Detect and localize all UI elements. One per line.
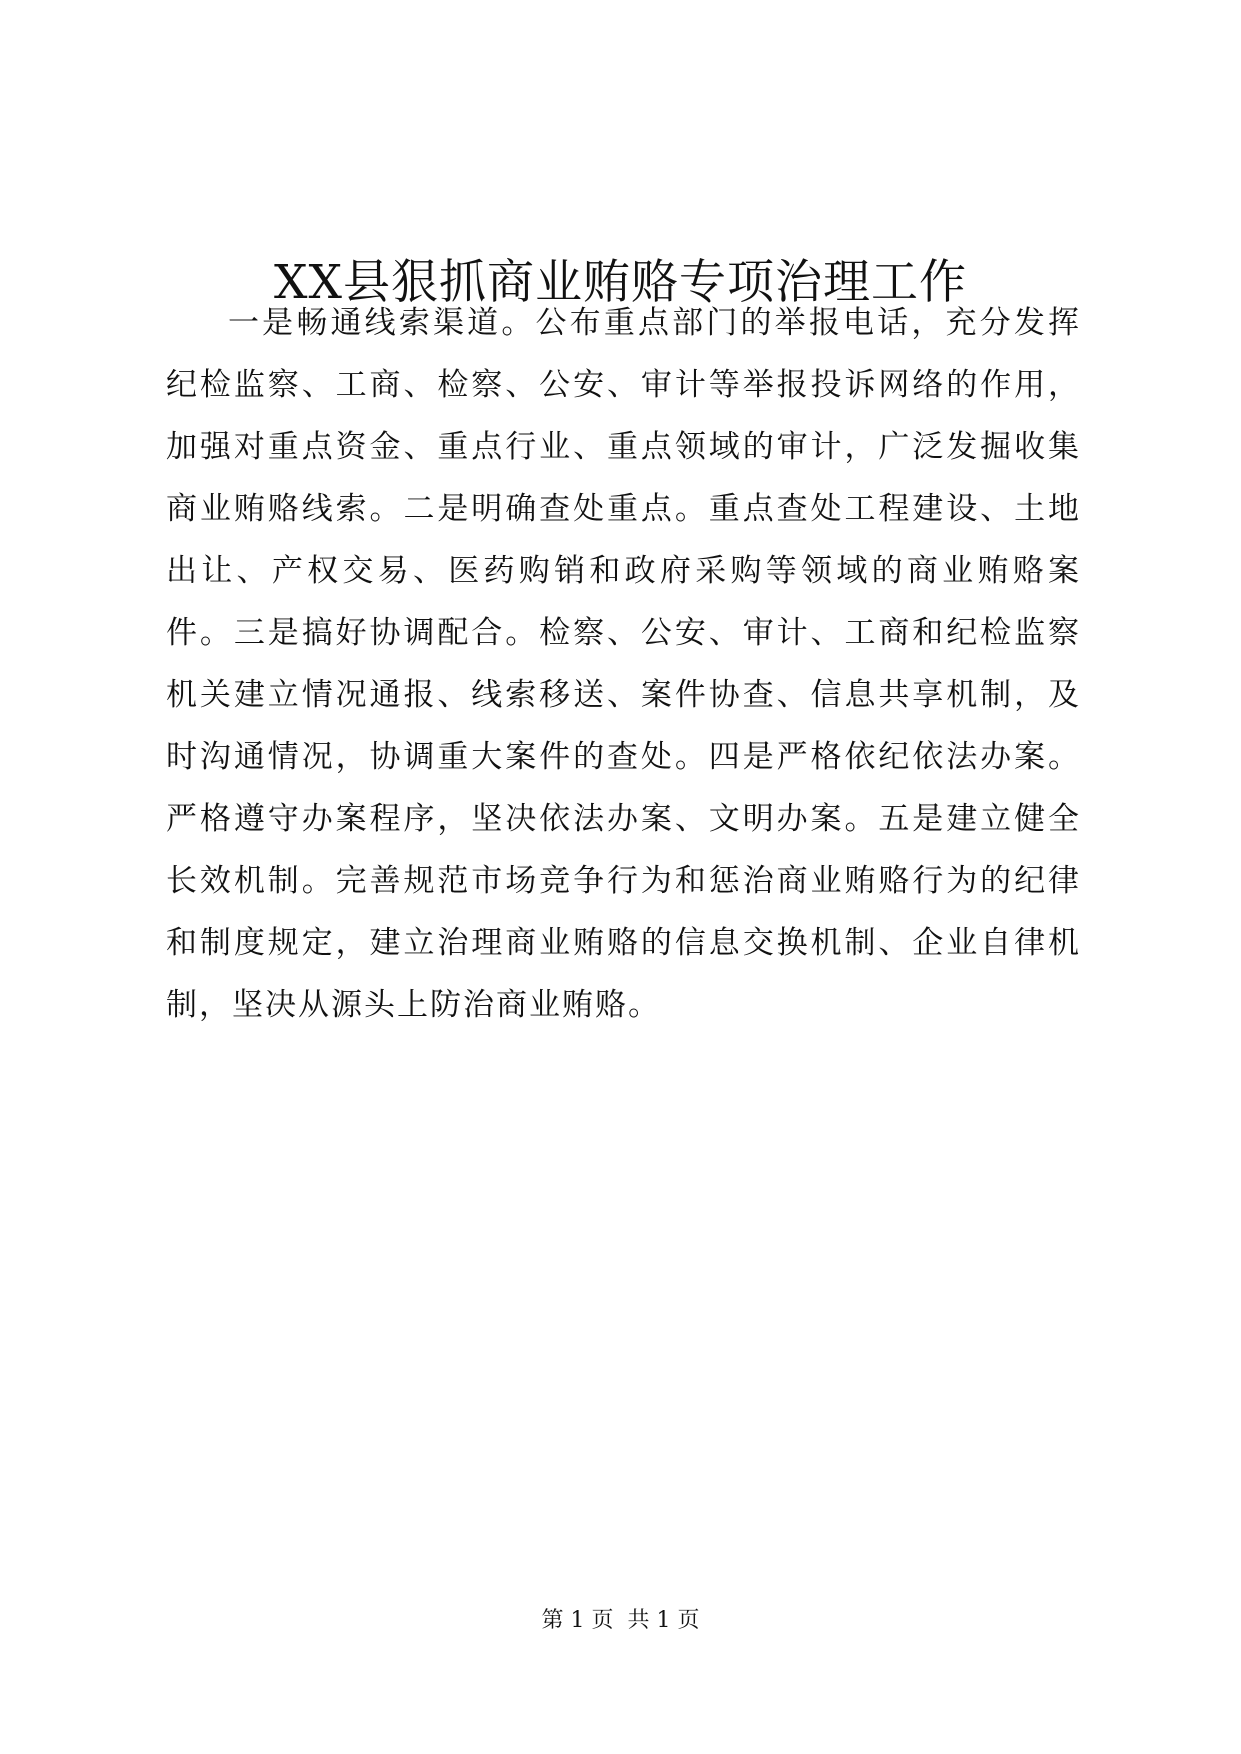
document-body: 一是畅通线索渠道。公布重点部门的举报电话，充分发挥纪检监察、工商、检察、公安、审计等举报投诉网络的作用，加强对重点资金、重点行业、重点领域的审计，广泛发掘收集商业贿赂线索。二是明确查处重点。重点查处工程建设、土地出让、产权交易、医药购销和政府采购等领域的商业贿赂案件。三是搞好协调配合。检察、公安、审计、工商和纪检监察机关建立情况通报、线索移送、案件协查、信息共享机制，及时沟通情况，协调重大案件的查处。四是严格依纪依法办案。严格遵守办案程序，坚决依法办案、文明办案。五是建立健全长效机制。完善规范市场竞争行为和惩治商业贿赂行为的纪律和制度规定，建立治理商业贿赂的信息交换机制、企业自律机制，坚决从源头上防治商业贿赂。 [166,305,1081,1023]
document-title: XX县狠抓商业贿赂专项治理工作 [274,255,967,311]
page-footer: 第 1 页 共 1 页 [541,1608,700,1633]
